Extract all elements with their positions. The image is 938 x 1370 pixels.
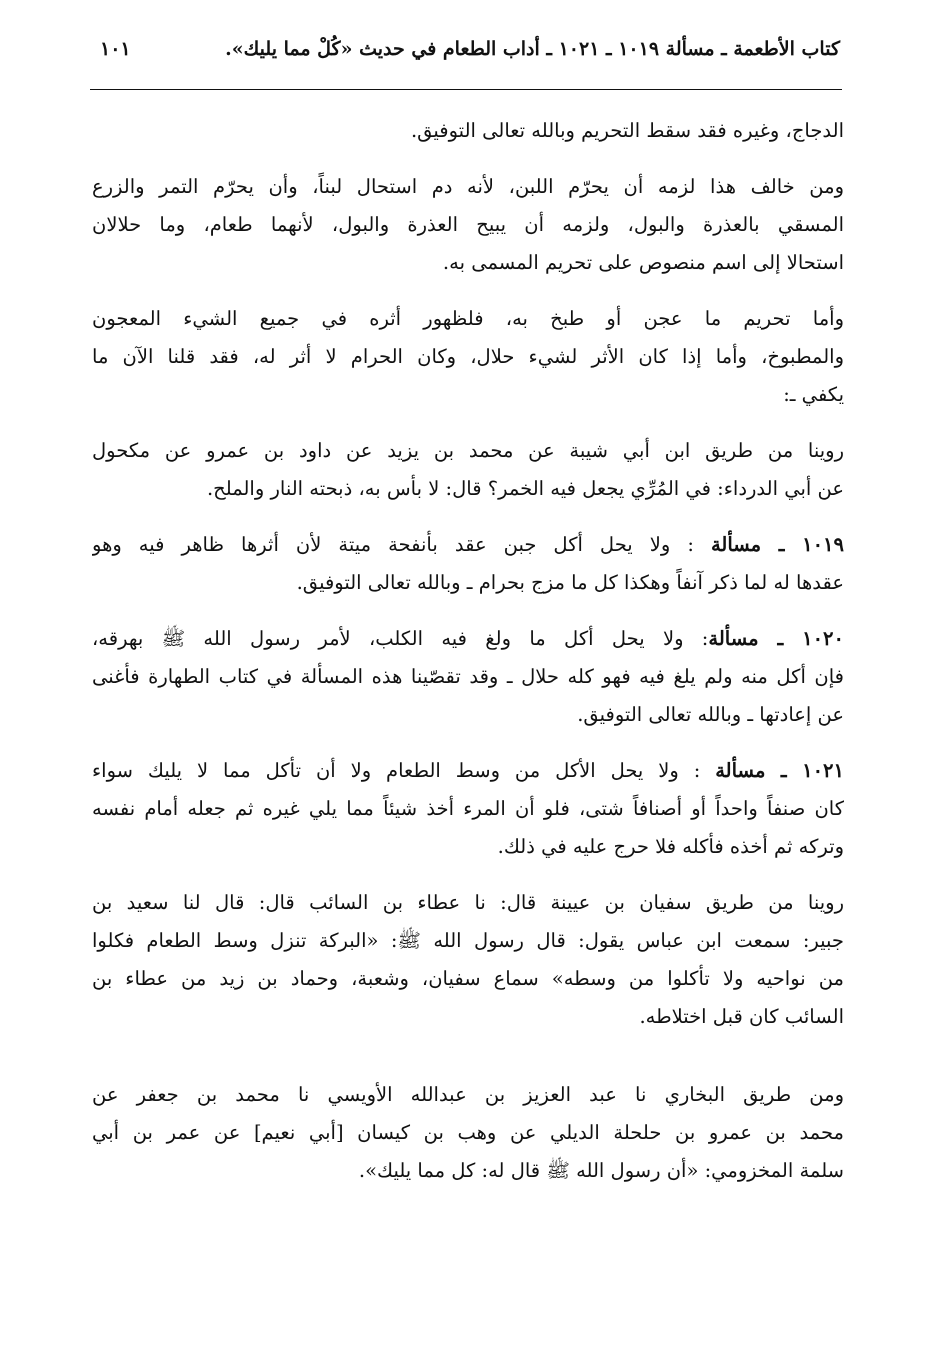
text-line [92, 752, 844, 790]
issue-text: : ولا يحل أكل ما ولغ فيه الكلب، لأمر رسول الله ﷺ بهرقه، [92, 627, 709, 650]
paragraph [92, 884, 844, 1036]
text-line: محمد بن عمرو بن حلحلة الديلي عن وهب بن كيسان [أبي نعيم] عن عمر بن أبي [92, 1121, 844, 1144]
running-title: كتاب الأطعمة ـ مسألة ١٠١٩ ـ ١٠٢١ ـ أداب الطعام في حديث «كُلْ مما يليك». [225, 38, 840, 60]
text-line: عن إعادتها ـ وبالله تعالى التوفيق. [577, 703, 844, 726]
issue-1021 [92, 752, 844, 866]
issue-number: ١٠١٩ ـ مسألة [710, 533, 844, 556]
text-line: من نواحيه ولا تأكلوا من وسطه» سماع سفيان، وشعبة، وحماد بن زيد من عطاء بن [92, 967, 844, 990]
text-line: وتركه ثم أخذه فأكله فلا حرج عليه في ذلك. [497, 835, 844, 858]
text-line: كان صنفاً واحداً أو أصنافاً شتى، فلو أن المرء أخذ شيئاً مما يلي غيره ثم جعله أمام نفسه [92, 797, 844, 820]
header-divider [90, 89, 842, 90]
issue-1019 [92, 526, 844, 602]
paragraph [92, 1076, 844, 1190]
text-line: عن أبي الدرداء: في المُرِّي يجعل فيه الخمر؟ قال: لا بأس به، ذبحته النار والملح. [206, 477, 844, 500]
text-line: السائب كان قبل اختلاطه. [639, 1005, 844, 1028]
paragraph [92, 112, 844, 150]
text-line: سلمة المخزومي: «أن رسول الله ﷺ قال له: كل مما يليك». [358, 1159, 844, 1182]
text-line: يكفي ـ: [783, 383, 844, 406]
paragraph [92, 300, 844, 414]
issue-text: : ولا يحل الأكل من وسط الطعام ولا أن تأكل مما لا يليك سواء [92, 759, 701, 782]
text-line: روينا من طريق سفيان بن عيينة قال: نا عطاء بن السائب قال: قال لنا سعيد بن [92, 891, 844, 914]
text-line: المسقي بالعذرة والبول، ولزمه أن يبيح العذرة والبول، لأنهما طعام، وما حلالان [92, 213, 844, 236]
issue-text: : ولا يحل أكل جبن عقد بأنفحة ميتة لأن أثرها ظاهر فيه وهو [92, 533, 694, 556]
text-line: الدجاج، وغيره فقد سقط التحريم وبالله تعالى التوفيق. [410, 119, 844, 142]
page-body [92, 112, 844, 1208]
text-line [92, 620, 844, 658]
text-line: فإن أكل منه ولم يلغ فيه فهو كله حلال ـ وقد تقصّينا هذه المسألة في كتاب الطهارة فأغنى [92, 665, 844, 688]
paragraph [92, 432, 844, 508]
text-line: جبير: سمعت ابن عباس يقول: قال رسول الله ﷺ: «البركة تنزل وسط الطعام فكلوا [92, 929, 844, 952]
text-line: وأما تحريم ما عجن أو طبخ به، فلظهور أثره في جميع الشيء المعجون [92, 307, 844, 330]
text-line: روينا من طريق ابن أبي شيبة عن محمد بن يزيد عن داود بن عمرو عن مكحول [92, 439, 844, 462]
text-line: استحالا إلى اسم منصوص على تحريم المسمى به. [442, 251, 844, 274]
text-line: عقدها له لما ذكر آنفاً وهكذا كل ما مزج بحرام ـ وبالله تعالى التوفيق. [296, 571, 844, 594]
issue-1020 [92, 620, 844, 734]
text-line: ومن خالف هذا لزمه أن يحرّم اللبن، لأنه دم استحال لبناً، وأن يحرّم التمر والزرع [92, 175, 844, 198]
issue-number: ١٠٢٠ ـ مسألة [708, 627, 844, 650]
text-line [92, 526, 844, 564]
page-number: ١٠١ [100, 38, 131, 60]
paragraph [92, 168, 844, 282]
issue-number: ١٠٢١ ـ مسألة [715, 759, 844, 782]
page-header [90, 32, 840, 72]
text-line: والمطبوخ، وأما إذا كان الأثر لشيء حلال، وكان الحرام لا أثر له، فقد قلنا الآن ما [92, 345, 844, 368]
text-line: ومن طريق البخاري نا عبد العزيز بن عبدالله الأويسي نا محمد بن جعفر عن [92, 1083, 844, 1106]
